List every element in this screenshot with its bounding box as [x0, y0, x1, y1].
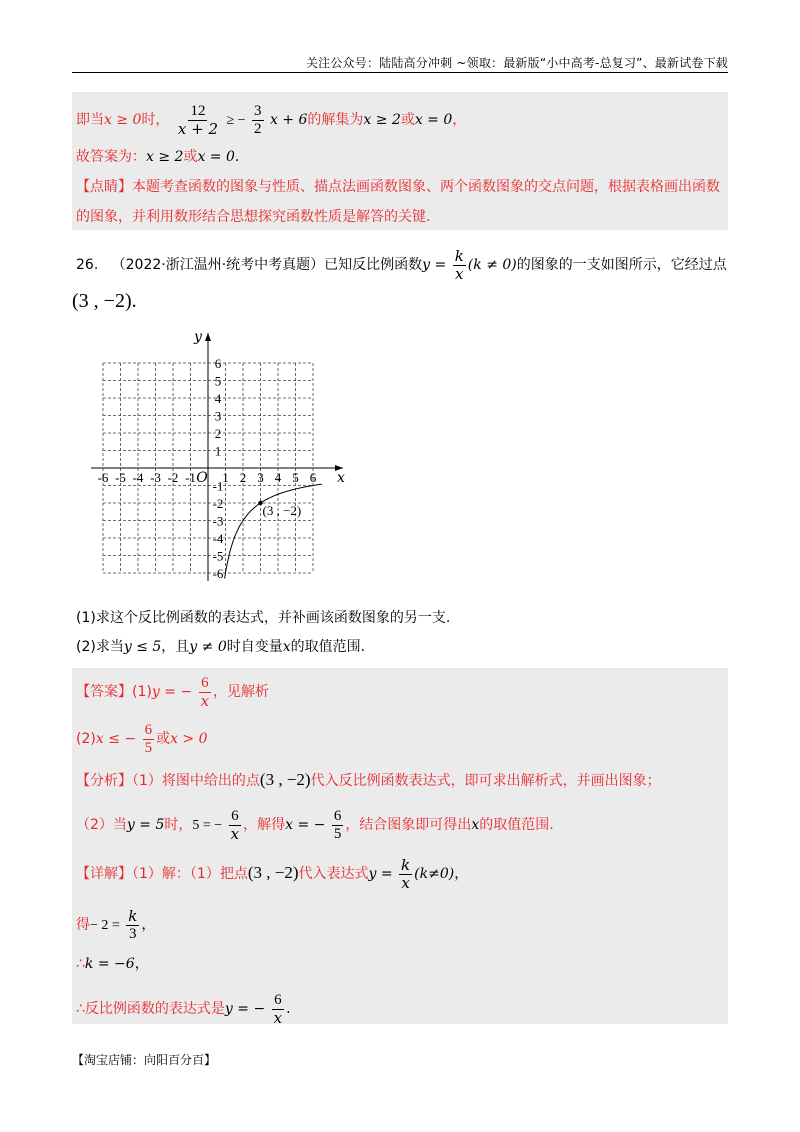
text: .	[131, 290, 137, 312]
text: ∴	[76, 956, 85, 972]
page-header: 关注公众号：陆陆高分冲刺 ~领取：最新版“小中高考-总复习”、最新试卷下载	[305, 56, 728, 70]
math: (3 , −2)	[247, 863, 299, 882]
sub-question-2	[76, 638, 365, 656]
math: x = 0	[197, 149, 235, 165]
fraction	[143, 722, 155, 756]
y-tick-label: -1	[212, 478, 224, 494]
y-tick-label: -5	[212, 548, 224, 564]
fraction	[176, 103, 220, 137]
math: y ≠ 0	[189, 639, 227, 655]
text: （2022·浙江温州·统考中考真题）已知反比例函数	[111, 257, 423, 273]
math: y = −	[224, 1001, 266, 1017]
fraction	[126, 908, 139, 942]
numerator: 6	[274, 992, 282, 1008]
x-tick-label: 6	[309, 470, 317, 485]
comment-tag: 【点睛】	[76, 179, 132, 195]
fraction	[229, 808, 241, 842]
text: .	[286, 1001, 291, 1017]
numerator: k	[128, 907, 138, 925]
text: （1）解：（1）把点	[132, 866, 248, 882]
page-footer: 【淘宝店铺：向阳百分百】	[72, 1053, 217, 1067]
x-tick-label: -5	[115, 470, 126, 485]
denominator: x	[200, 691, 210, 710]
text: ，且	[161, 639, 190, 655]
function-graph	[88, 325, 358, 585]
y-tick-label: -6	[212, 566, 224, 581]
text: ，	[452, 112, 467, 128]
answer-tag: 【答案】	[76, 684, 132, 700]
text: ，	[134, 956, 149, 972]
denominator: x + 2	[177, 119, 218, 138]
text: 时，	[141, 112, 170, 128]
y-tick-label: -4	[212, 531, 224, 546]
curve-branch	[225, 484, 322, 578]
text: 或	[183, 149, 198, 165]
math: (k≠0)	[414, 866, 455, 882]
text: 即当	[76, 112, 104, 128]
numerator: 12	[190, 103, 206, 119]
x-tick-label: -6	[97, 470, 109, 485]
text: ，结合图象即可得出	[345, 817, 472, 833]
x-tick-label: 3	[257, 470, 264, 485]
text: (1)	[132, 684, 152, 700]
numerator: k	[454, 247, 464, 265]
detail-tag: 【详解】	[76, 866, 132, 882]
x-tick-label: -1	[185, 470, 196, 485]
text: 的解集为	[307, 112, 364, 128]
numerator: 6	[333, 808, 342, 824]
math: y = −	[151, 684, 193, 700]
x-tick-label: -2	[167, 470, 179, 485]
y-tick-label: -3	[212, 513, 224, 529]
denominator: x	[401, 873, 410, 892]
fraction	[332, 808, 344, 842]
y-tick-label: 2	[214, 426, 222, 441]
numerator: 6	[201, 675, 209, 691]
x-tick-label: 2	[239, 470, 247, 485]
denominator: 2	[254, 120, 262, 137]
y-tick-label: 5	[214, 373, 222, 389]
detail-3	[76, 955, 149, 973]
origin-label: O	[196, 470, 208, 486]
math: k = −6	[84, 956, 135, 972]
analysis-1	[76, 769, 661, 791]
analysis-tag: 【分析】	[76, 773, 132, 789]
math: x	[282, 639, 291, 655]
text: (2)	[76, 731, 96, 747]
math: x ≥ 0	[104, 112, 142, 128]
question-stem	[76, 248, 727, 282]
math: x + 6	[269, 112, 308, 128]
text: 的图象的一支如图所示，它经过点	[516, 257, 727, 273]
fraction	[453, 248, 466, 282]
denominator: x	[273, 1008, 283, 1027]
detail-4	[76, 992, 291, 1026]
analysis-2	[76, 808, 554, 842]
text: 本题考查函数的图象与性质、描点法画函数图象、两个函数图象的交点问题，根据表格画出函数	[132, 179, 720, 195]
denominator: 5	[333, 825, 342, 842]
denominator: x	[230, 824, 240, 843]
math: x ≥ 2	[363, 112, 401, 128]
text: 时，	[164, 817, 193, 833]
y-tick-label: 4	[214, 391, 222, 406]
math: x ≤ −	[95, 731, 137, 747]
numerator: 3	[254, 103, 262, 119]
y-tick-label: 3	[214, 408, 222, 424]
fraction	[199, 675, 211, 709]
fraction	[252, 103, 264, 137]
text: 代入表达式	[298, 866, 369, 882]
math: x = 0	[414, 112, 453, 128]
y-axis-arrow	[205, 333, 211, 341]
x-tick-label: 5	[292, 470, 299, 485]
numerator: 6	[144, 722, 153, 738]
math: − 2 =	[90, 918, 120, 933]
x-tick-label: 4	[274, 470, 282, 485]
y-tick-label: 1	[214, 443, 222, 459]
answer-1	[76, 675, 269, 709]
denominator: 3	[129, 925, 137, 942]
text: 的取值范围.	[479, 817, 554, 833]
answer-2	[76, 722, 208, 756]
math: ≥ −	[226, 113, 246, 128]
math: y ≤ 5	[123, 639, 162, 655]
text: ，	[141, 917, 156, 933]
sub-question-1: (1)求这个反比例函数的表达式，并补画该函数图象的另一支.	[76, 610, 451, 626]
y-tick-label: -2	[212, 496, 224, 511]
text: 时自变量	[226, 639, 283, 655]
text: (2)求当	[76, 639, 124, 655]
math: y =	[368, 866, 393, 882]
math: y =	[422, 257, 447, 273]
math: y = 5	[126, 817, 165, 833]
math: (3 , −2)	[72, 290, 132, 312]
math: x ≥ 2	[146, 149, 184, 165]
numerator: 6	[231, 808, 239, 824]
text: 代入反比例函数表达式，即可求出解析式，并画出图象；	[310, 773, 661, 789]
math: x > 0	[170, 731, 208, 747]
comment-line-2: 的图象，并利用数形结合思想探究函数性质是解答的关键.	[76, 209, 431, 225]
math: 5 = −	[192, 818, 223, 833]
math: x = −	[285, 817, 326, 833]
x-tick-label: 1	[222, 470, 229, 485]
fraction	[272, 992, 284, 1026]
header-divider	[72, 72, 728, 73]
detail-2	[76, 908, 155, 942]
x-tick-label: -4	[132, 470, 144, 485]
text: ∴反比例函数的表达式是	[76, 1001, 225, 1017]
question-point	[72, 288, 137, 314]
point-label: (3 , −2)	[262, 503, 302, 518]
text: 故答案为：	[76, 149, 146, 165]
text: 的取值范围.	[290, 639, 366, 655]
denominator: 5	[144, 739, 153, 756]
math: (k ≠ 0)	[467, 257, 517, 273]
math: (3 , −2)	[259, 770, 311, 789]
text: ，见解析	[213, 684, 270, 700]
text: .	[234, 149, 240, 165]
text: 或	[400, 112, 415, 128]
x-tick-label: -3	[150, 470, 161, 485]
fraction	[399, 857, 412, 891]
y-tick-label: 6	[214, 356, 222, 371]
text: （1）将图中给出的点	[132, 773, 260, 789]
text: 得	[76, 917, 90, 933]
text: （2）当	[76, 817, 127, 833]
denominator: x	[455, 264, 464, 283]
math: x	[471, 817, 480, 833]
detail-1	[76, 857, 468, 891]
comment-line-1	[76, 178, 720, 196]
x-axis-label: x	[337, 470, 345, 486]
numerator: k	[401, 856, 411, 874]
question-number: 26.	[76, 257, 99, 273]
text: 或	[156, 731, 171, 747]
text: ，	[454, 866, 469, 882]
text: ，解得	[243, 817, 286, 833]
answer-line	[76, 148, 239, 166]
y-axis-label: y	[194, 329, 202, 345]
solution-line	[76, 103, 466, 137]
